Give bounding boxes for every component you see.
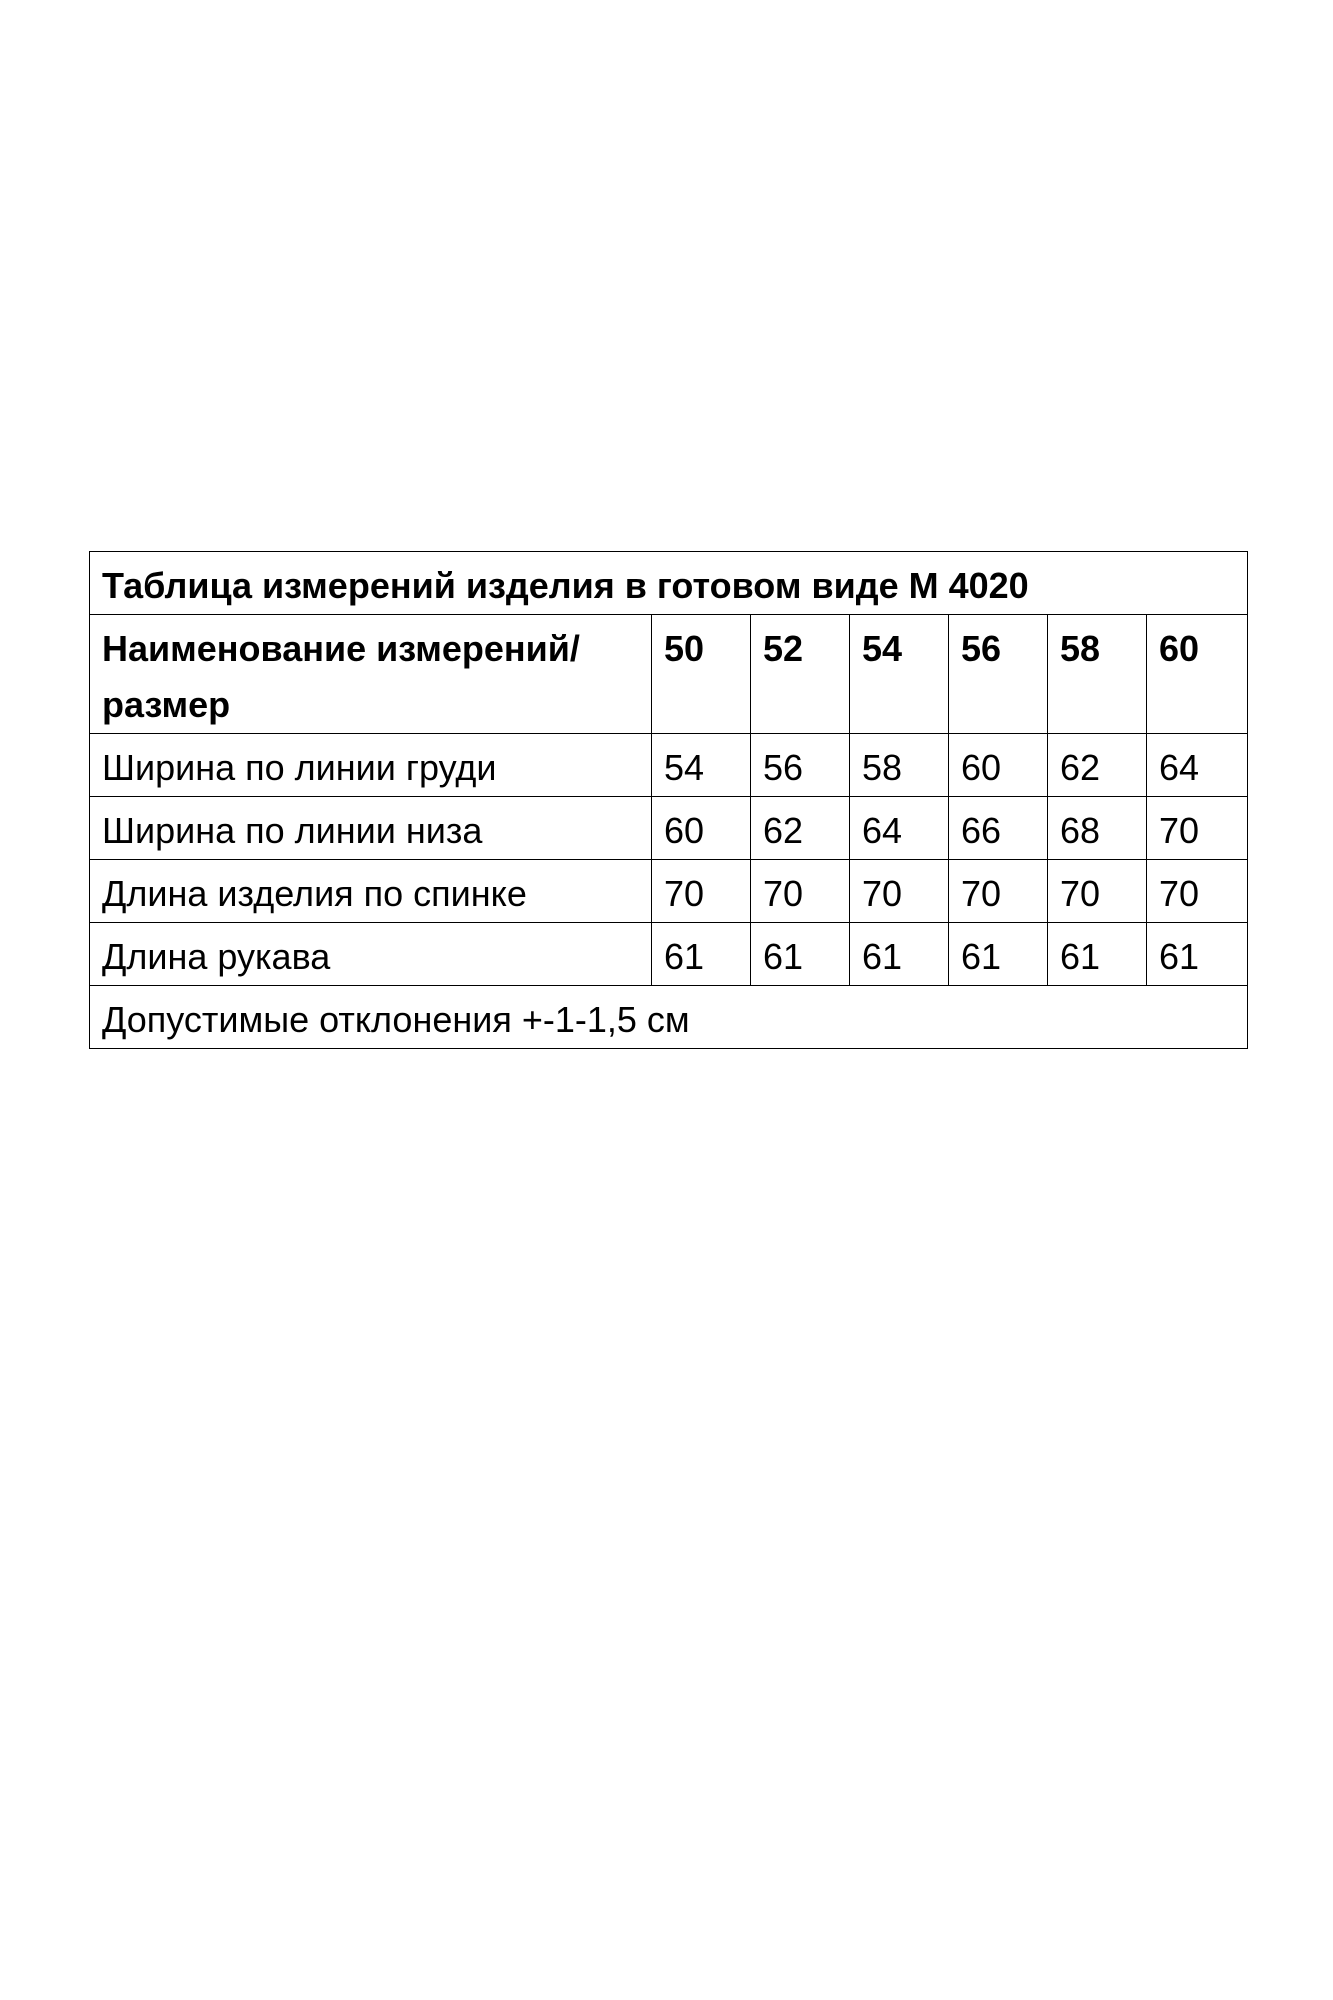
table-title-row [90, 552, 1248, 615]
table-cell: 54 [652, 734, 751, 797]
row-label: Ширина по линии груди [90, 734, 652, 797]
row-label: Длина изделия по спинке [90, 860, 652, 923]
header-size-52: 52 [751, 615, 850, 734]
row-label: Ширина по линии низа [90, 797, 652, 860]
table-cell: 64 [1147, 734, 1248, 797]
table-cell: 61 [652, 923, 751, 986]
table-row [90, 923, 1248, 986]
table-cell: 64 [850, 797, 949, 860]
table-cell: 70 [652, 860, 751, 923]
table-cell: 70 [949, 860, 1048, 923]
header-size-54: 54 [850, 615, 949, 734]
table-row [90, 797, 1248, 860]
table-cell: 70 [1048, 860, 1147, 923]
table-cell: 61 [751, 923, 850, 986]
header-size-50: 50 [652, 615, 751, 734]
table-cell: 68 [1048, 797, 1147, 860]
measurement-table [89, 551, 1248, 1049]
table-cell: 58 [850, 734, 949, 797]
table-cell: 61 [1048, 923, 1147, 986]
table-cell: 70 [1147, 797, 1248, 860]
header-size-58: 58 [1048, 615, 1147, 734]
table-note-row [90, 986, 1248, 1049]
table-cell: 62 [751, 797, 850, 860]
table-cell: 56 [751, 734, 850, 797]
table-title: Таблица измерений изделия в готовом виде М 4020 [90, 552, 1248, 615]
table-cell: 62 [1048, 734, 1147, 797]
table-cell: 60 [949, 734, 1048, 797]
table-cell: 70 [1147, 860, 1248, 923]
header-measurement-label: Наименование измерений/размер [90, 615, 652, 734]
table-cell: 66 [949, 797, 1048, 860]
table-cell: 70 [751, 860, 850, 923]
table-cell: 61 [1147, 923, 1248, 986]
header-size-56: 56 [949, 615, 1048, 734]
header-size-60: 60 [1147, 615, 1248, 734]
table-row [90, 860, 1248, 923]
table-cell: 70 [850, 860, 949, 923]
table-cell: 60 [652, 797, 751, 860]
table-header-row [90, 615, 1248, 734]
row-label: Длина рукава [90, 923, 652, 986]
tolerance-note: Допустимые отклонения +-1-1,5 см [90, 986, 1248, 1049]
table-row [90, 734, 1248, 797]
table-cell: 61 [949, 923, 1048, 986]
table-cell: 61 [850, 923, 949, 986]
